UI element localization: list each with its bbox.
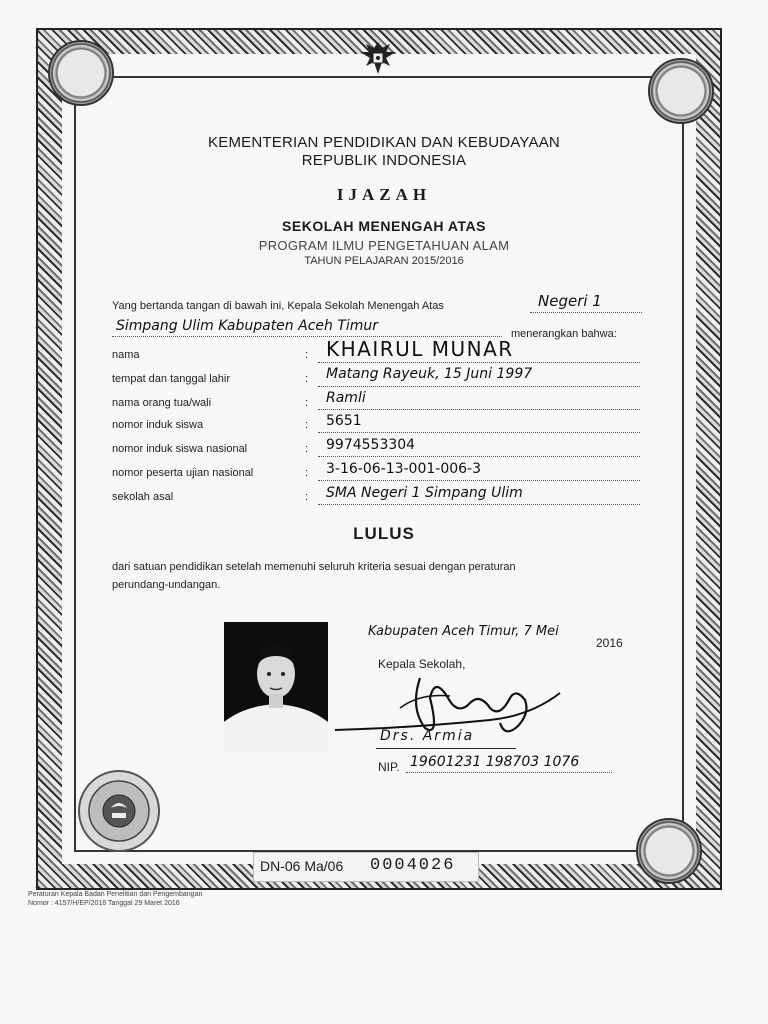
field-value: 5651: [326, 413, 362, 429]
intro-line: Yang bertanda tangan di bawah ini, Kepala Sekolah Menengah Atas: [112, 300, 444, 312]
declares-text: menerangkan bahwa:: [511, 328, 617, 340]
serial-number-box: [253, 852, 479, 882]
portrait-image: [224, 622, 328, 752]
school-name-handwritten-2: Simpang Ulim Kabupaten Aceh Timur: [116, 318, 379, 334]
student-photo: [224, 622, 328, 752]
graduation-status: LULUS: [353, 524, 415, 543]
ministry-heading: [0, 134, 768, 170]
statement-line-2: perundang-undangan.: [112, 579, 221, 591]
field-value: 9974553304: [326, 437, 416, 453]
ministry-line-2: REPUBLIK INDONESIA: [301, 152, 467, 169]
dotted-line: [318, 456, 640, 457]
signature-year: 2016: [596, 636, 623, 650]
dotted-line: [318, 409, 640, 410]
dotted-line: [318, 480, 640, 481]
place-date-handwritten: Kabupaten Aceh Timur, 7 Mei: [368, 624, 559, 639]
field-label: tempat dan tanggal lahir: [112, 373, 231, 385]
field-value: Ramli: [326, 390, 366, 406]
nip-value: 19601231 198703 1076: [410, 754, 580, 770]
field-colon: :: [305, 373, 309, 385]
dotted-line: [318, 362, 640, 363]
field-colon: :: [305, 397, 309, 409]
ministry-line-1: KEMENTERIAN PENDIDIKAN DAN KEBUDAYAAN: [208, 134, 560, 151]
school-level: SEKOLAH MENENGAH ATAS: [282, 218, 486, 234]
field-value: SMA Negeri 1 Simpang Ulim: [326, 485, 523, 501]
field-value: KHAIRUL MUNAR: [326, 337, 514, 361]
garuda-emblem-icon: [356, 36, 400, 80]
field-label: nomor induk siswa nasional: [112, 443, 248, 455]
field-label: nomor induk siswa: [112, 419, 204, 431]
signer-position: Kepala Sekolah,: [378, 657, 466, 671]
field-colon: :: [305, 467, 309, 479]
study-program: PROGRAM ILMU PENGETAHUAN ALAM: [258, 238, 510, 253]
dotted-line: [318, 432, 640, 433]
corner-ornament-bottom-right: [636, 818, 702, 884]
signer-underline: [376, 748, 516, 749]
statement-line-1: dari satuan pendidikan setelah memenuhi seluruh kriteria sesuai dengan peraturan: [112, 561, 516, 573]
school-name-handwritten-1: Negeri 1: [538, 292, 602, 310]
dotted-line: [318, 504, 640, 505]
field-value: 3-16-06-13-001-006-3: [326, 461, 482, 477]
signer-name: Drs. Armia: [380, 728, 475, 744]
corner-ornament-top-right: [648, 58, 714, 124]
tut-wuri-handayani-seal-icon: [76, 768, 162, 854]
academic-year: TAHUN PELAJARAN 2015/2016: [304, 255, 464, 267]
field-colon: :: [305, 419, 309, 431]
nip-label: NIP.: [378, 760, 400, 774]
field-colon: :: [305, 349, 309, 361]
field-label: sekolah asal: [112, 491, 174, 503]
field-label: nomor peserta ujian nasional: [112, 467, 254, 479]
dotted-line: [530, 312, 642, 313]
field-colon: :: [305, 491, 309, 503]
dotted-line: [318, 386, 640, 387]
footer-regulation-line-1: Peraturan Kepala Badan Penelitian dan Pengembangan: [28, 891, 203, 898]
serial-code: DN-06 Ma/06: [260, 858, 344, 874]
field-value: Matang Rayeuk, 15 Juni 1997: [326, 366, 533, 382]
field-label: nama orang tua/wali: [112, 397, 212, 409]
field-label: nama: [112, 349, 140, 361]
document-title: IJAZAH: [336, 185, 432, 204]
field-colon: :: [305, 443, 309, 455]
dotted-line: [406, 772, 612, 773]
corner-ornament-top-left: [48, 40, 114, 106]
footer-regulation-line-2: Nomor : 4157/H/EP/2016 Tanggal 29 Maret 2016: [28, 900, 180, 907]
serial-number: 0004026: [370, 856, 456, 875]
